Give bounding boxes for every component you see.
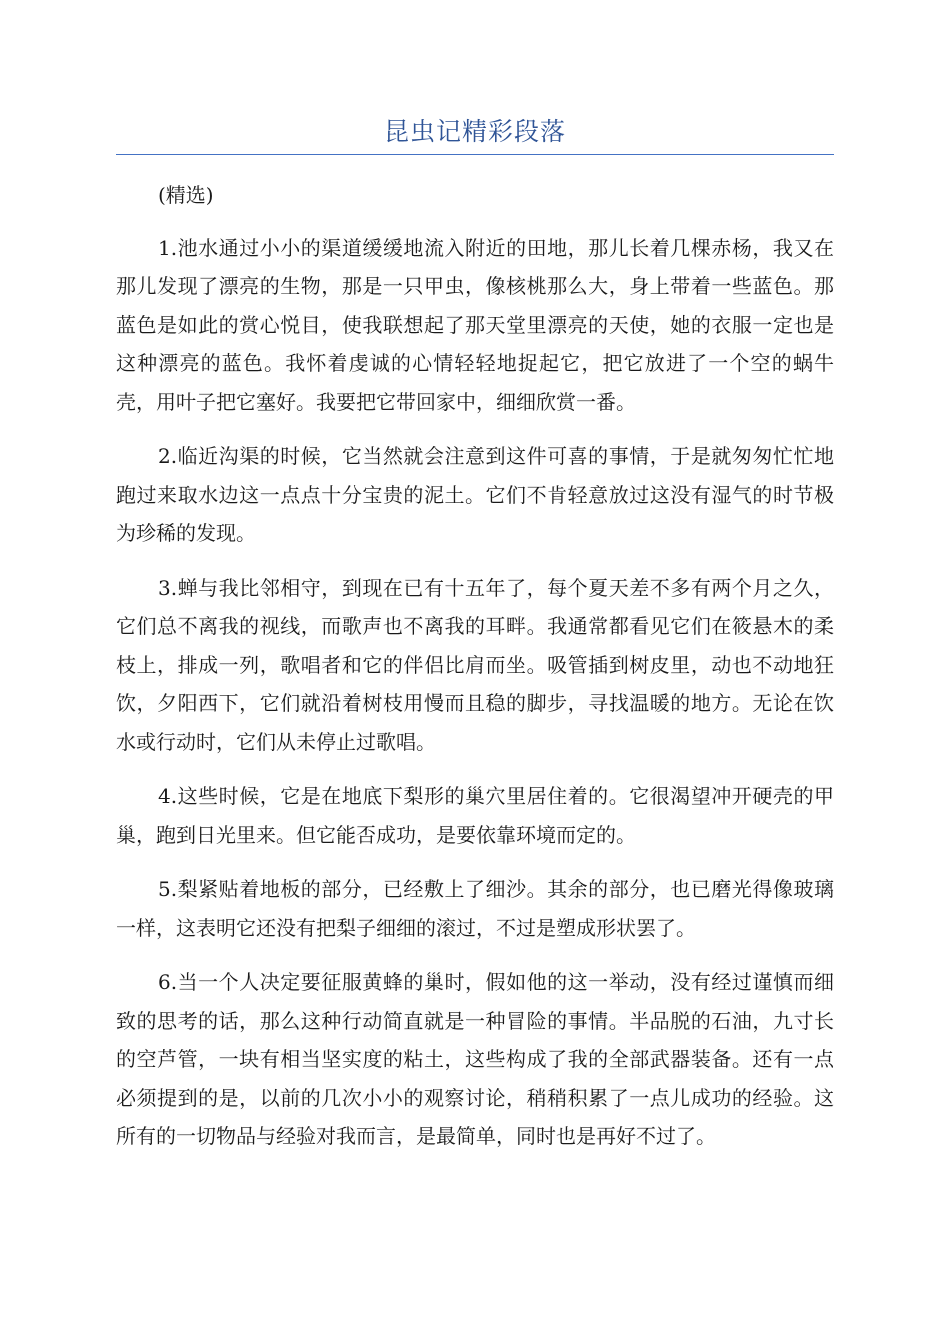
paragraph-3: 3.蝉与我比邻相守，到现在已有十五年了，每个夏天差不多有两个月之久，它们总不离我的视线，而歌声也不离我的耳畔。我通常都看见它们在筱悬木的柔枝上，排成一列，歌唱者和它的伴侣比肩而坐。吸管插到树皮里，动也不动地狂饮，夕阳西下，它们就沿着树枝用慢而且稳的脚步，寻找温暖的地方。无论在饮水或行动时，它们从未停止过歌唱。 [116, 575, 834, 754]
document-body [116, 176, 834, 1172]
page-title: 昆虫记精彩段落 [383, 117, 566, 146]
paragraph-6: 6.当一个人决定要征服黄蜂的巢时，假如他的这一举动，没有经过谨慎而细致的思考的话，那么这种行动简直就是一种冒险的事情。半品脱的石油，九寸长的空芦管，一块有相当坚实度的粘土，这些构成了我的全部武器装备。还有一点必须提到的是，以前的几次小小的观察讨论，稍稍积累了一点儿成功的经验。这所有的一切物品与经验对我而言，是最简单，同时也是再好不过了。 [116, 970, 834, 1148]
paragraph-2: 2.临近沟渠的时候，它当然就会注意到这件可喜的事情，于是就匆匆忙忙地跑过来取水边这一点点十分宝贵的泥土。它们不肯轻意放过这没有湿气的时节极为珍稀的发现。 [116, 444, 834, 545]
paragraph-4: 4.这些时候，它是在地底下梨形的巢穴里居住着的。它很渴望冲开硬壳的甲巢，跑到日光里来。但它能否成功，是要依靠环境而定的。 [116, 784, 834, 847]
paragraph-5: 5.梨紧贴着地板的部分，已经敷上了细沙。其余的部分，也已磨光得像玻璃一样，这表明它还没有把梨子细细的滚过，不过是塑成形状罢了。 [116, 877, 834, 940]
title-underline [116, 154, 834, 155]
paragraph-1: 1.池水通过小小的渠道缓缓地流入附近的田地，那儿长着几棵赤杨，我又在那儿发现了漂亮的生物，那是一只甲虫，像核桃那么大，身上带着一些蓝色。那蓝色是如此的赏心悦目，使我联想起了那天堂里漂亮的天使，她的衣服一定也是这种漂亮的蓝色。我怀着虔诚的心情轻轻地捉起它，把它放进了一个空的蜗牛壳，用叶子把它塞好。我要把它带回家中，细细欣赏一番。 [116, 235, 834, 414]
subtitle: (精选) [158, 183, 214, 207]
